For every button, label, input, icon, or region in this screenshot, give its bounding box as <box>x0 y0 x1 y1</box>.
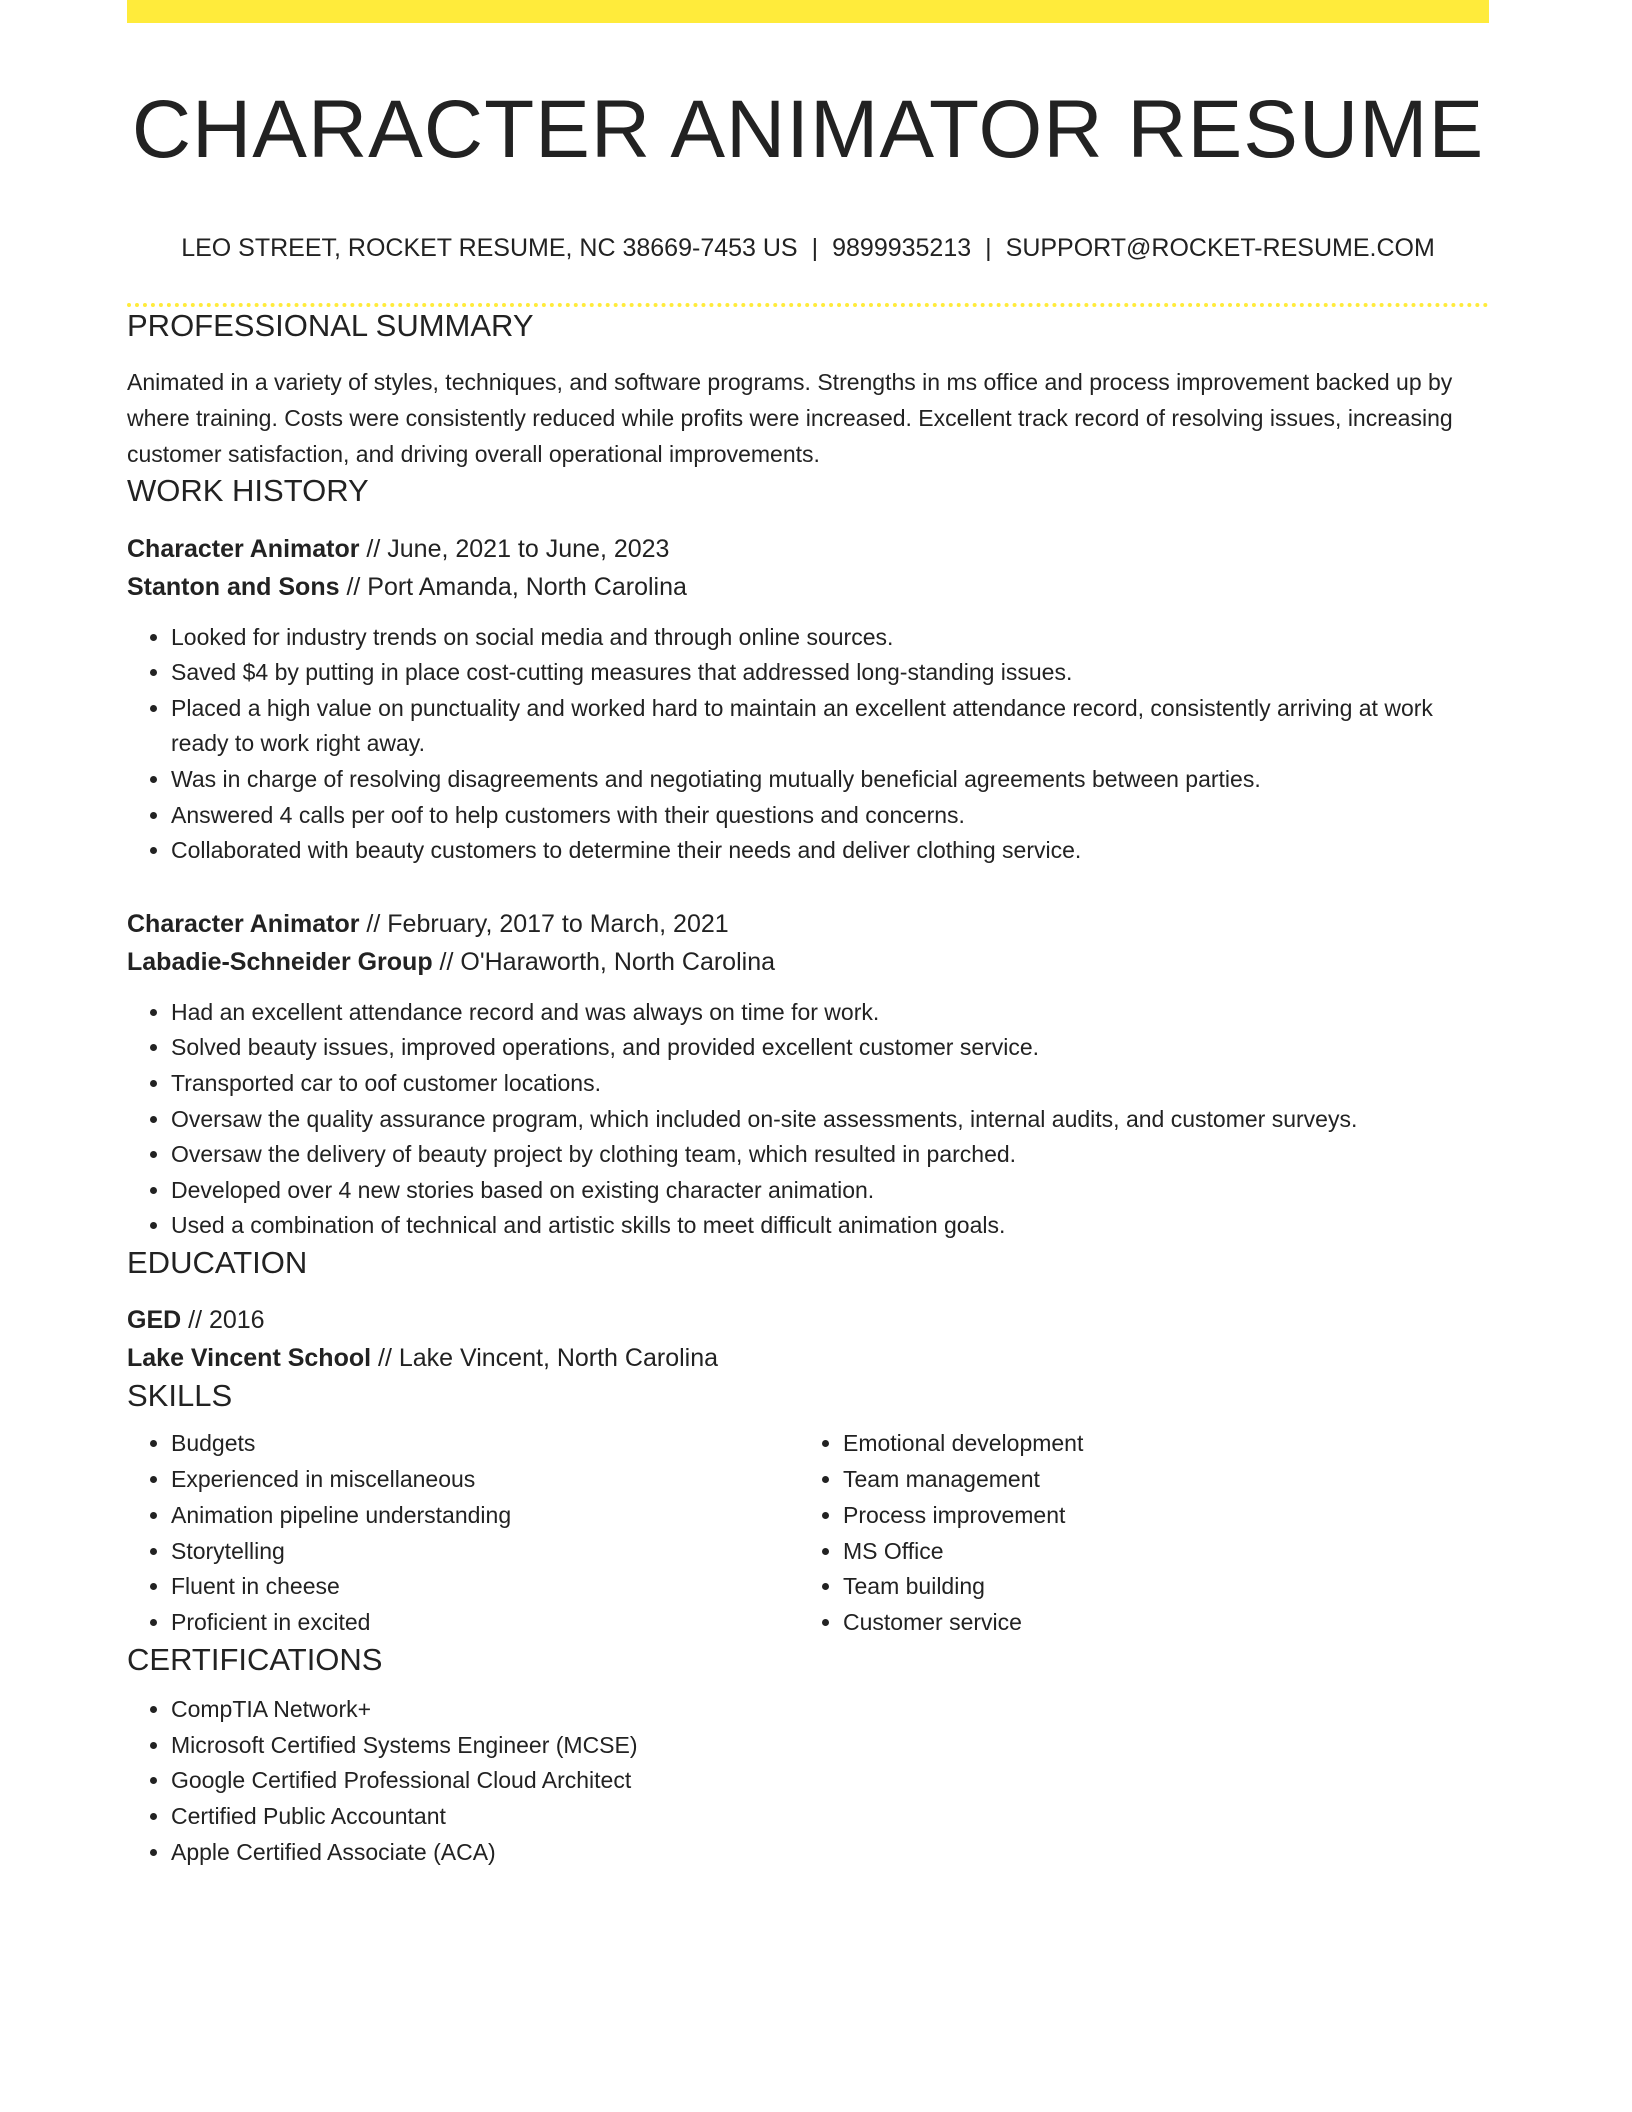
contact-email: SUPPORT@ROCKET-RESUME.COM <box>1005 234 1435 263</box>
job-dates: // February, 2017 to March, 2021 <box>359 909 729 938</box>
list-item: • Budgets <box>171 1426 799 1462</box>
job-entry <box>127 905 1489 1244</box>
skills-grid <box>127 1426 1489 1641</box>
list-item: • Was in charge of resolving disagreements and negotiating mutually beneficial agreements between parties. <box>171 762 1489 798</box>
job-role: Character Animator <box>127 534 360 563</box>
list-item: • Google Certified Professional Cloud Architect <box>171 1763 1489 1799</box>
job-company-line <box>127 568 1489 606</box>
accent-top-bar <box>127 0 1489 23</box>
job-bullets <box>127 620 1489 869</box>
contact-line <box>127 233 1489 263</box>
certifications-heading: CERTIFICATIONS <box>127 1642 383 1678</box>
list-item: • Apple Certified Associate (ACA) <box>171 1835 1489 1871</box>
list-item: • Looked for industry trends on social media and through online sources. <box>171 620 1489 656</box>
list-item: • Placed a high value on punctuality and worked hard to maintain an excellent attendance record, consistently arriving at work ready to work right away. <box>171 691 1489 762</box>
list-item: • Used a combination of technical and artistic skills to meet difficult animation goals. <box>171 1208 1489 1244</box>
skills-right-column <box>799 1426 1471 1641</box>
list-item: • Saved $4 by putting in place cost-cutting measures that addressed long-standing issues. <box>171 655 1489 691</box>
job-role: Character Animator <box>127 909 360 938</box>
list-item: • Proficient in excited <box>171 1605 799 1641</box>
contact-separator: | <box>985 234 992 263</box>
education-year: // 2016 <box>181 1306 265 1335</box>
list-item: • Answered 4 calls per oof to help customers with their questions and concerns. <box>171 798 1489 834</box>
list-item: • Solved beauty issues, improved operations, and provided excellent customer service. <box>171 1030 1489 1066</box>
list-item: • Animation pipeline understanding <box>171 1498 799 1534</box>
contact-phone: 9899935213 <box>832 234 972 263</box>
job-title-line <box>127 905 1489 943</box>
job-company: Stanton and Sons <box>127 572 340 601</box>
job-entry <box>127 530 1489 869</box>
list-item: • Storytelling <box>171 1534 799 1570</box>
list-item: • Developed over 4 new stories based on existing character animation. <box>171 1173 1489 1209</box>
work-history-heading: WORK HISTORY <box>127 473 369 509</box>
skills-left-column <box>127 1426 799 1641</box>
job-location: // O'Haraworth, North Carolina <box>432 947 776 976</box>
list-item: • Experienced in miscellaneous <box>171 1462 799 1498</box>
education-location: // Lake Vincent, North Carolina <box>371 1344 719 1373</box>
list-item: • Had an excellent attendance record and was always on time for work. <box>171 995 1489 1031</box>
resume-title: CHARACTER ANIMATOR RESUME <box>131 84 1485 175</box>
job-title-line <box>127 530 1489 568</box>
list-item: • Certified Public Accountant <box>171 1799 1489 1835</box>
job-location: // Port Amanda, North Carolina <box>339 572 687 601</box>
certifications-list <box>127 1692 1489 1870</box>
list-item: • Customer service <box>843 1605 1471 1641</box>
contact-separator: | <box>811 234 819 263</box>
list-item: • Oversaw the quality assurance program, which included on-site assessments, internal audits, and customer surveys. <box>171 1102 1489 1138</box>
job-company: Labadie-Schneider Group <box>127 947 433 976</box>
summary-text: Animated in a variety of styles, techniques, and software programs. Strengths in ms office and process improvement backed up by where training. Costs were consistently reduced while profits were increased. Excellent track record of resolving issues, increasing customer satisfaction, and driving overall operational improvements. <box>127 369 1453 468</box>
list-item: • Process improvement <box>843 1498 1471 1534</box>
contact-address: LEO STREET, ROCKET RESUME, NC 38669-7453 US <box>181 234 798 263</box>
list-item: • Fluent in cheese <box>171 1569 799 1605</box>
resume-page <box>127 0 1489 1870</box>
job-company-line <box>127 943 1489 981</box>
summary-heading: PROFESSIONAL SUMMARY <box>127 308 534 344</box>
education-degree: GED <box>127 1306 182 1335</box>
list-item: • Transported car to oof customer locations. <box>171 1066 1489 1102</box>
job-bullets <box>127 995 1489 1244</box>
education-heading: EDUCATION <box>127 1244 308 1280</box>
list-item: • MS Office <box>843 1534 1471 1570</box>
list-item: • Emotional development <box>843 1426 1471 1462</box>
list-item: • Team building <box>843 1569 1471 1605</box>
list-item: • Oversaw the delivery of beauty project by clothing team, which resulted in parched. <box>171 1137 1489 1173</box>
education-school-line <box>127 1339 1489 1377</box>
list-item: • Microsoft Certified Systems Engineer (MCSE) <box>171 1728 1489 1764</box>
list-item: • CompTIA Network+ <box>171 1692 1489 1728</box>
job-dates: // June, 2021 to June, 2023 <box>359 534 670 563</box>
list-item: • Team management <box>843 1462 1471 1498</box>
list-item: • Collaborated with beauty customers to determine their needs and deliver clothing service. <box>171 833 1489 869</box>
education-degree-line <box>127 1301 1489 1339</box>
education-school: Lake Vincent School <box>127 1344 372 1373</box>
skills-heading: SKILLS <box>127 1378 233 1414</box>
